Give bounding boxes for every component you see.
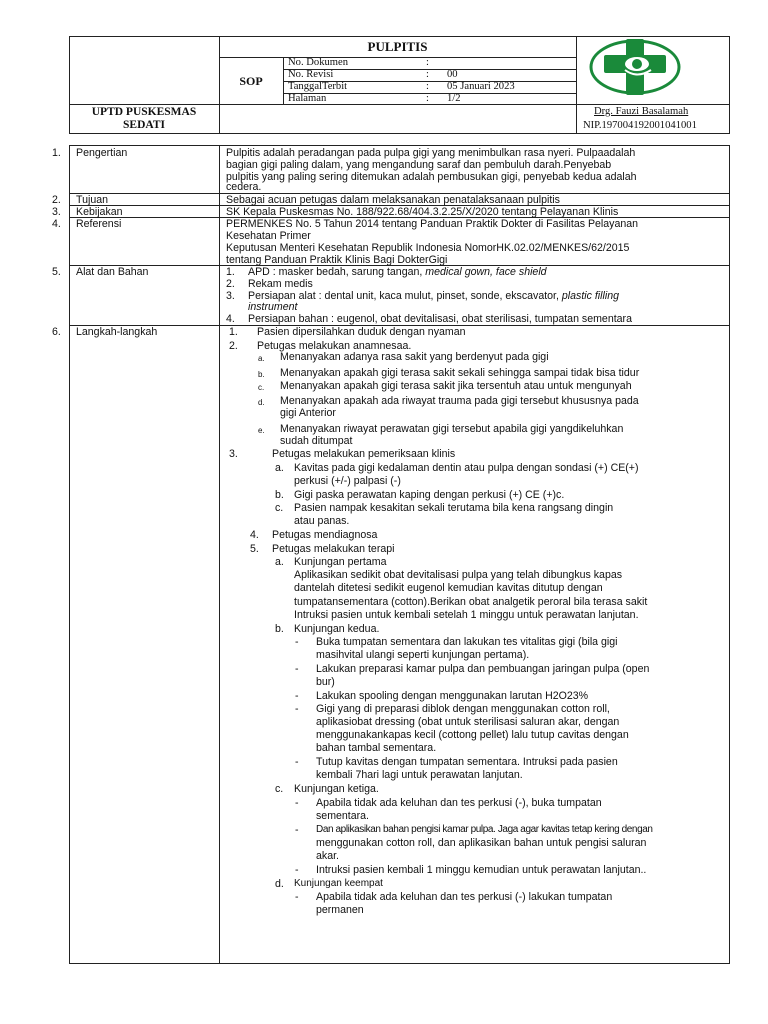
step-text: Petugas melakukan pemeriksaan klinis bbox=[272, 448, 456, 460]
sub-letter: b. bbox=[258, 370, 265, 379]
sub-item-line: Gigi paska perawatan kaping dengan perkusi (+) CE (+)c. bbox=[294, 489, 565, 501]
bullet-line: kembali 7hari lagi untuk perawatan lanjutan. bbox=[316, 769, 523, 781]
sub-item-line: Menanyakan apakah ada riwayat trauma pada gigi tersebut khususnya pada bbox=[280, 395, 639, 407]
bullet-line: permanen bbox=[316, 904, 364, 916]
alat-item bbox=[248, 266, 547, 278]
alat-item-italic: instrument bbox=[248, 301, 298, 313]
section-number: 1. bbox=[52, 147, 61, 159]
pengertian-line: bagian gigi paling dalam, yang mengandung saraf dan pembuluh darah.Penyebab bbox=[226, 159, 612, 171]
referensi-line: tentang Panduan Praktik Klinis Bagi DokterGigi bbox=[226, 254, 448, 266]
sub-letter: b. bbox=[275, 623, 284, 635]
sub-item-line: Pasien nampak kesakitan sekali terutama bila kena rangsang dingin bbox=[294, 502, 614, 514]
bullet-dash: - bbox=[295, 824, 299, 836]
step-num: 4. bbox=[250, 529, 259, 541]
section-number: 3. bbox=[52, 206, 61, 218]
bullet-line: Lakukan preparasi kamar pulpa dan pembuangan jaringan pulpa (open bbox=[316, 663, 650, 675]
signer-name: Drg. Fauzi Basalamah bbox=[594, 106, 689, 117]
doc-field-label: Halaman bbox=[288, 93, 327, 104]
sub-item-line: gigi Anterior bbox=[280, 407, 336, 419]
sub-letter: d. bbox=[275, 878, 284, 890]
doc-field-colon: : bbox=[426, 57, 429, 68]
bullet-dash: - bbox=[295, 636, 299, 648]
org-name bbox=[69, 106, 219, 132]
sop-label: SOP bbox=[239, 74, 263, 88]
alat-item-italic: medical gown, face shield bbox=[425, 266, 547, 278]
sub-letter: c. bbox=[275, 783, 284, 795]
step-num: 3. bbox=[229, 448, 238, 460]
doc-field-value: 1/2 bbox=[447, 93, 461, 104]
referensi-line: Kesehatan Primer bbox=[226, 230, 311, 242]
pengertian-line: cedera. bbox=[226, 181, 262, 193]
section-number: 4. bbox=[52, 218, 61, 230]
sub-letter: a. bbox=[258, 354, 265, 363]
visit-line: dantelah ditetesi sedikit eugenol kemudian kavitas ditutup dengan bbox=[294, 582, 603, 594]
alat-item-num: 3. bbox=[226, 290, 235, 302]
section-number: 2. bbox=[52, 194, 61, 206]
referensi-line: Keputusan Menteri Kesehatan Republik Indonesia NomorHK.02.02/MENKES/62/2015 bbox=[226, 242, 630, 254]
doc-field-label: No. Revisi bbox=[288, 69, 334, 80]
section-title-kebijakan: Kebijakan bbox=[76, 206, 123, 218]
org-line-2: SEDATI bbox=[123, 119, 165, 131]
alat-item-text: Persiapan alat : dental unit, kaca mulut, pinset, sonde, ekscavator, bbox=[248, 290, 562, 302]
sub-item-line: perkusi (+/-) palpasi (-) bbox=[294, 475, 401, 487]
doc-field-label: No. Dokumen bbox=[288, 57, 349, 68]
alat-item bbox=[248, 290, 619, 302]
section-title-langkah: Langkah-langkah bbox=[76, 326, 158, 338]
pengertian-line: pulpitis yang paling sering ditemukan adalah pembusukan gigi, penyebab kedua adalah bbox=[226, 171, 637, 183]
bullet-line: bahan tambal sementara. bbox=[316, 742, 437, 754]
doc-field-colon: : bbox=[426, 93, 429, 104]
sub-letter: d. bbox=[258, 398, 265, 407]
bullet-line: akar. bbox=[316, 850, 339, 862]
referensi-line: PERMENKES No. 5 Tahun 2014 tentang Panduan Praktik Dokter di Fasilitas Pelayanan bbox=[226, 218, 639, 230]
doc-field-colon: : bbox=[426, 81, 429, 92]
bullet-line: Apabila tidak ada keluhan dan tes perkusi (-) lakukan tumpatan bbox=[316, 891, 613, 903]
visit-line: Intruksi pasien untuk kembali setelah 1 minggu untuk perawatan lanjutan. bbox=[294, 609, 639, 621]
visit-title: Kunjungan ketiga. bbox=[294, 783, 379, 795]
sub-item-line: Menanyakan adanya rasa sakit yang berdenyut pada gigi bbox=[280, 351, 549, 363]
sub-letter: a. bbox=[275, 556, 284, 568]
section-title-tujuan: Tujuan bbox=[76, 194, 108, 206]
bullet-dash: - bbox=[295, 797, 299, 809]
step-text: Petugas mendiagnosa bbox=[272, 529, 378, 541]
section-title-alat: Alat dan Bahan bbox=[76, 266, 149, 278]
bullet-line: Buka tumpatan sementara dan lakukan tes vitalitas gigi (bila gigi bbox=[316, 636, 618, 648]
bullet-line: bur) bbox=[316, 676, 335, 688]
tujuan-text: Sebagai acuan petugas dalam melaksanakan penatalaksanaan pulpitis bbox=[226, 194, 560, 206]
visit-title: Kunjungan kedua. bbox=[294, 623, 380, 635]
kebijakan-text: SK Kepala Puskesmas No. 188/922.68/404.3.2.25/X/2020 tentang Pelayanan Klinis bbox=[226, 206, 619, 218]
section-title-referensi: Referensi bbox=[76, 218, 122, 230]
bullet-dash: - bbox=[295, 703, 299, 715]
sub-letter: e. bbox=[258, 426, 265, 435]
alat-item-num: 4. bbox=[226, 313, 235, 325]
bullet-dash: - bbox=[295, 891, 299, 903]
sub-letter: b. bbox=[275, 489, 284, 501]
puskesmas-logo-icon bbox=[581, 37, 701, 97]
doc-field-value: 00 bbox=[447, 69, 458, 80]
step-num: 2. bbox=[229, 340, 238, 352]
visit-title: Kunjungan keempat bbox=[294, 878, 383, 889]
sub-letter: c. bbox=[258, 383, 265, 392]
bullet-line: masihvital ulangi seperti kunjungan pertama). bbox=[316, 649, 530, 661]
doc-field-colon: : bbox=[426, 69, 429, 80]
document-title: PULPITIS bbox=[367, 39, 428, 54]
alat-item-num: 2. bbox=[226, 278, 235, 290]
bullet-line: menggunakankapas kecil (cottong pellet) lalu tutup cavitas dengan bbox=[316, 729, 629, 741]
sub-letter: a. bbox=[275, 462, 284, 474]
sub-letter: c. bbox=[275, 502, 284, 514]
step-text: Petugas melakukan anamnesaa. bbox=[257, 340, 412, 352]
bullet-line: aplikasiobat dressing (obat untuk sterilisasi saluran akar, dengan bbox=[316, 716, 620, 728]
signer-nip: NIP.197004192001041001 bbox=[583, 120, 697, 131]
visit-title: Kunjungan pertama bbox=[294, 556, 387, 568]
sub-item-line: Menanyakan riwayat perawatan gigi tersebut apabila gigi yangdikeluhkan bbox=[280, 423, 624, 435]
sub-item-line: Menanyakan apakah gigi terasa sakit jika tersentuh atau untuk mengunyah bbox=[280, 380, 632, 392]
alat-item-text: Persiapan bahan : eugenol, obat devitalisasi, obat sterilisasi, tumpatan sementara bbox=[248, 313, 632, 325]
visit-line: Aplikasikan sedikit obat devitalisasi pulpa yang telah dibungkus kapas bbox=[294, 569, 623, 581]
section-number: 6. bbox=[52, 326, 61, 338]
bullet-line: Dan aplikasikan bahan pengisi kamar pulpa. Jaga agar kavitas tetap kering dengan bbox=[316, 824, 653, 835]
alat-item-text: Rekam medis bbox=[248, 278, 313, 290]
step-num: 1. bbox=[229, 326, 238, 338]
bullet-line: menggunakan cotton roll, dan aplikasikan bahan untuk pengisi saluran bbox=[316, 837, 647, 849]
org-line-1: UPTD PUSKESMAS bbox=[91, 106, 197, 118]
sub-item-line: Menanyakan apakah gigi terasa sakit sekali sehingga sampai tidak bisa tidur bbox=[280, 367, 640, 379]
sub-item-line: sudah ditumpat bbox=[280, 435, 353, 447]
sub-item-line: atau panas. bbox=[294, 515, 350, 527]
step-text: Petugas melakukan terapi bbox=[272, 543, 395, 555]
bullet-line: Apabila tidak ada keluhan dan tes perkusi (-), buka tumpatan bbox=[316, 797, 602, 809]
alat-item-num: 1. bbox=[226, 266, 235, 278]
bullet-line: Lakukan spooling dengan menggunakan larutan H2O23% bbox=[316, 690, 589, 702]
sub-item-line: Kavitas pada gigi kedalaman dentin atau pulpa dengan sondasi (+) CE(+) bbox=[294, 462, 639, 474]
visit-line: tumpatansementara (cotton).Berikan obat analgetik peroral bila terasa sakit bbox=[294, 596, 648, 608]
bullet-dash: - bbox=[295, 690, 299, 702]
bullet-line: Tutup kavitas dengan tumpatan sementara. Intruksi pada pasien bbox=[316, 756, 618, 768]
bullet-dash: - bbox=[295, 756, 299, 768]
pengertian-line: Pulpitis adalah peradangan pada pulpa gigi yang menimbulkan rasa nyeri. Pulpaadalah bbox=[226, 147, 636, 159]
doc-field-value: 05 Januari 2023 bbox=[447, 81, 515, 92]
doc-field-label: TanggalTerbit bbox=[288, 81, 348, 92]
bullet-line: sementara. bbox=[316, 810, 369, 822]
bullet-line: Gigi yang di preparasi diblok dengan menggunakan cotton roll, bbox=[316, 703, 610, 715]
step-num: 5. bbox=[250, 543, 259, 555]
step-text: Pasien dipersilahkan duduk dengan nyaman bbox=[257, 326, 466, 338]
section-title-pengertian: Pengertian bbox=[76, 147, 128, 159]
alat-item-text: APD : masker bedah, sarung tangan, bbox=[248, 266, 426, 278]
bullet-line: Intruksi pasien kembali 1 minggu kemudian untuk perawatan lanjutan.. bbox=[316, 864, 647, 876]
bullet-dash: - bbox=[295, 663, 299, 675]
alat-item-italic: plastic filling bbox=[561, 290, 620, 302]
bullet-dash: - bbox=[295, 864, 299, 876]
section-number: 5. bbox=[52, 266, 61, 278]
